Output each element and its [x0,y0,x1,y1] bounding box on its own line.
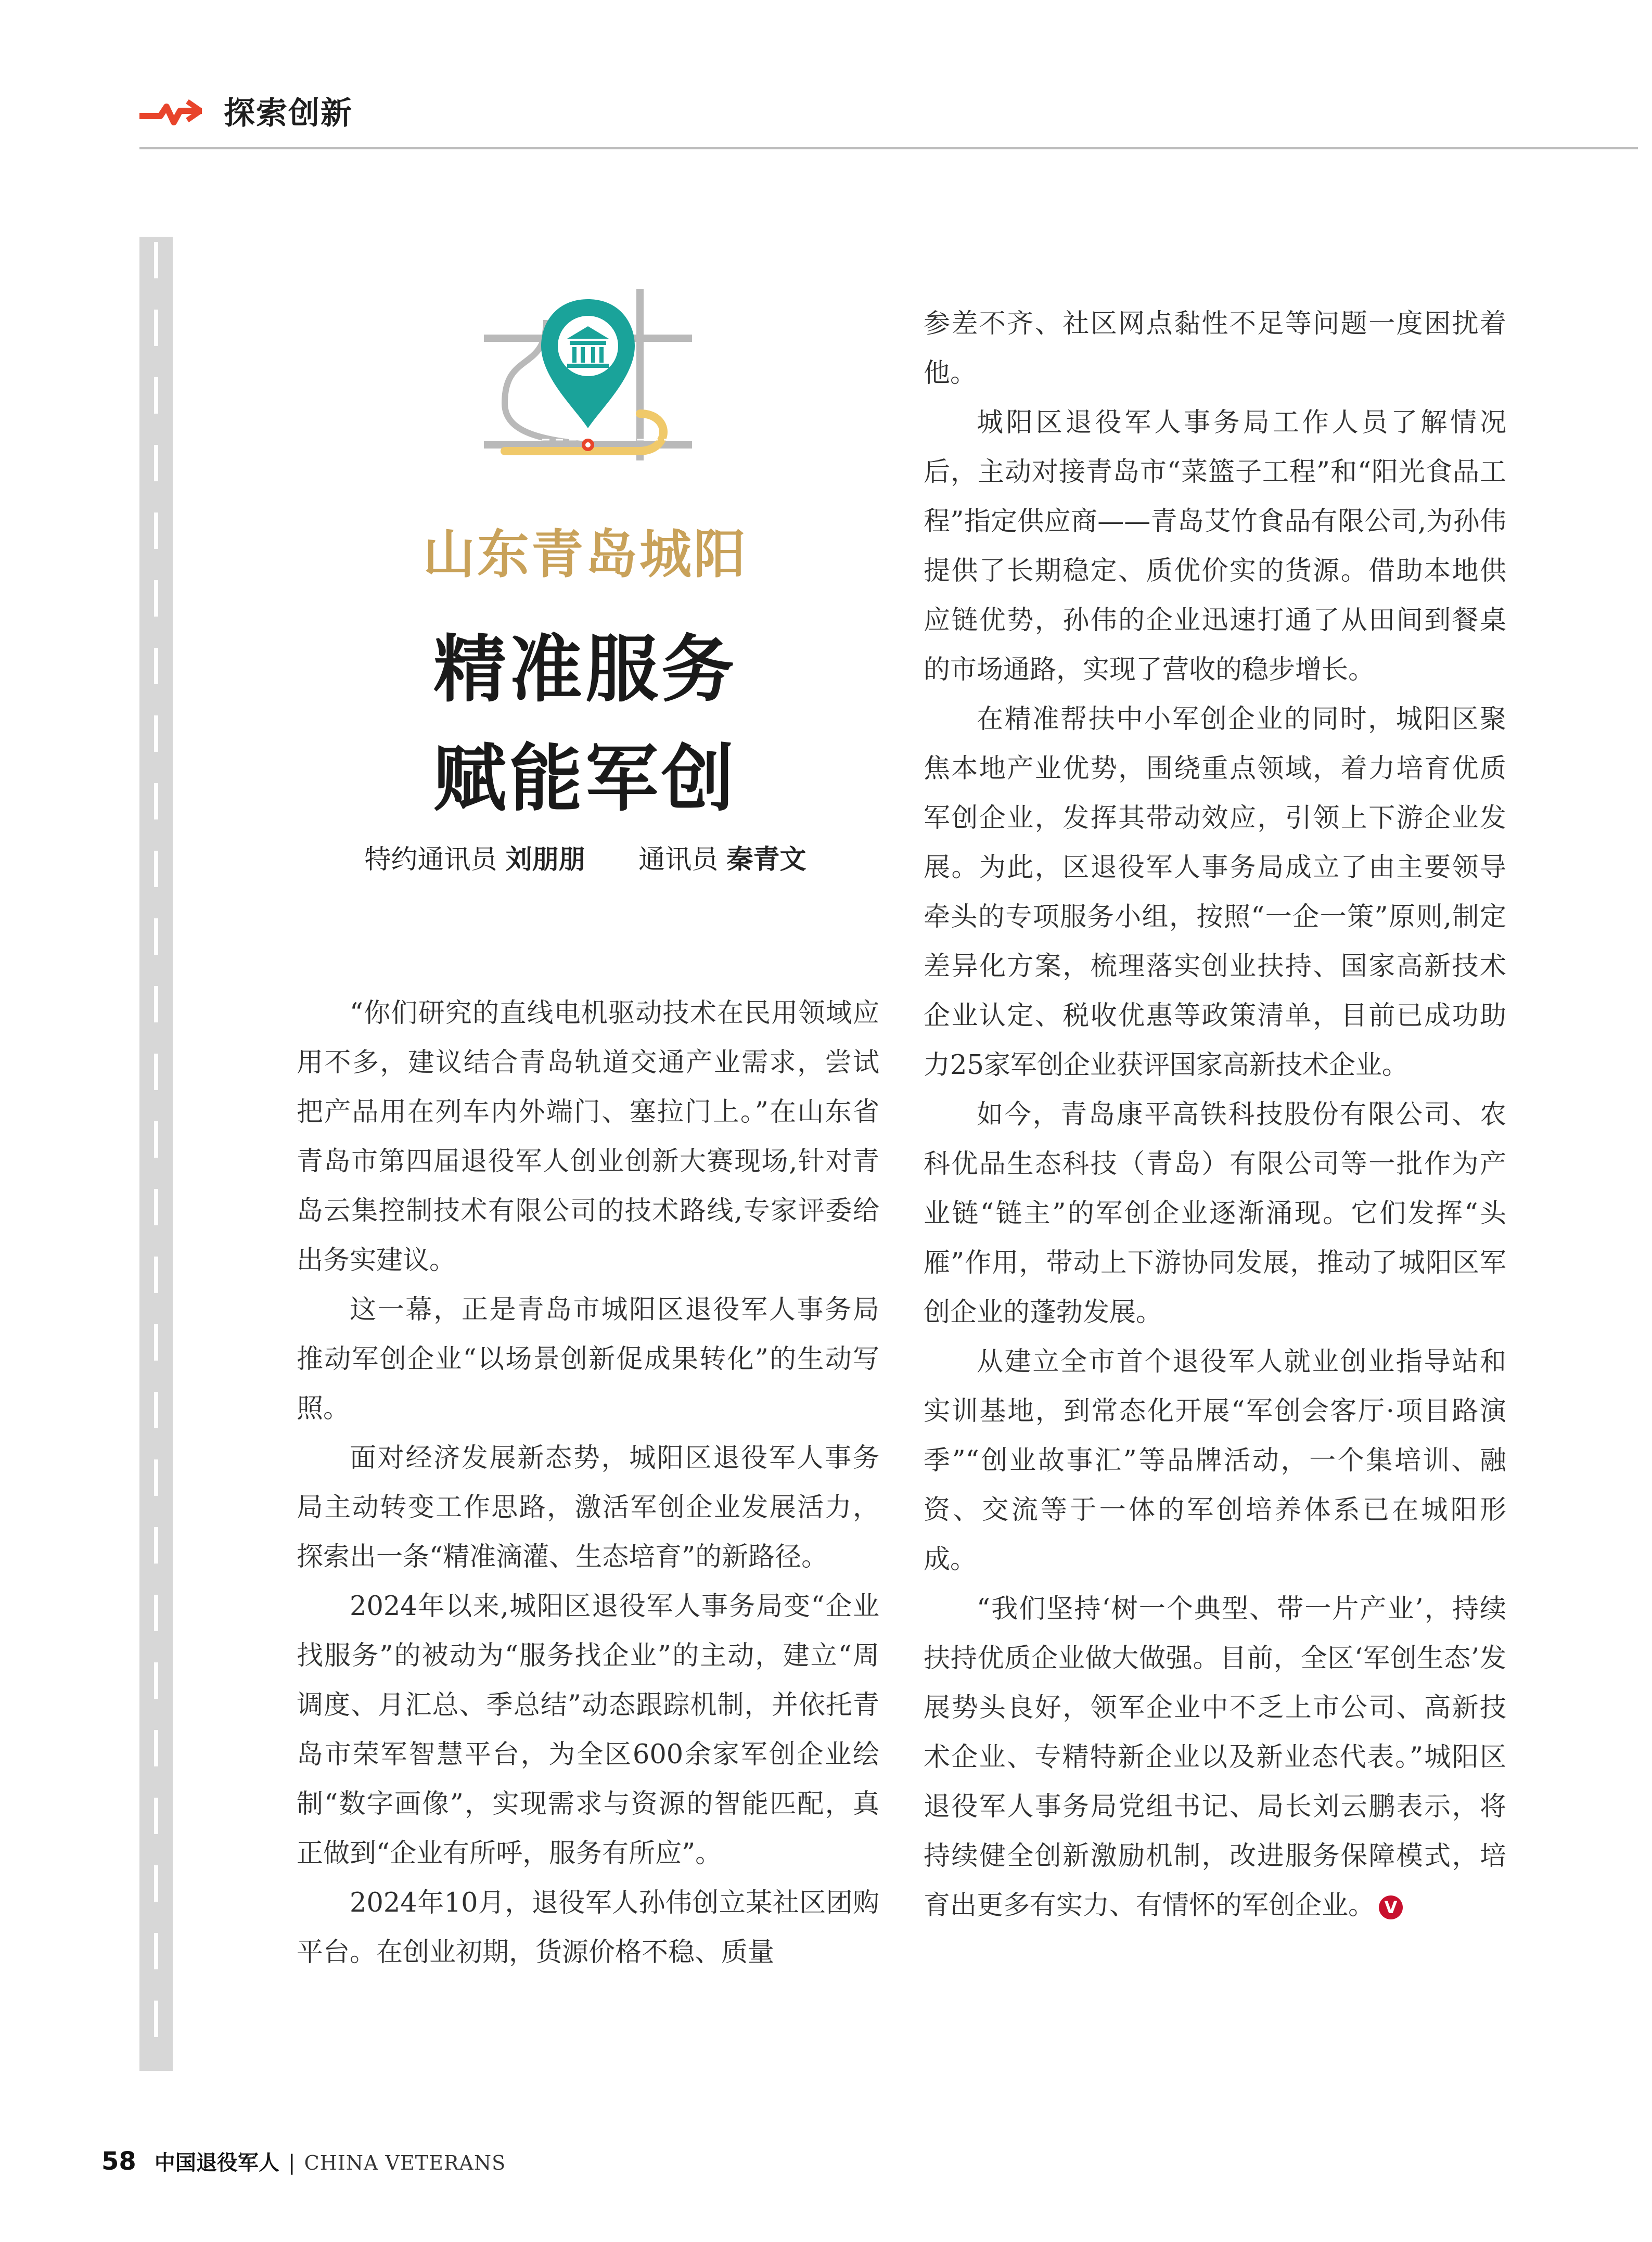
page-footer [101,2146,506,2176]
paragraph: 在精准帮扶中小军创企业的同时，城阳区聚焦本地产业优势，围绕重点领域，着力培育优质军创企业，发挥其带动效应，引领上下游企业发展。为此，区退役军人事务局成立了由主要领导牵头的专项服务小组，按照“一企一策”原则,制定差异化方案，梳理落实创业扶持、国家高新技术企业认定、税收优惠等政策清单，目前已成功助力25家军创企业获评国家高新技术企业。 [924,704,1506,1081]
paragraph: 如今，青岛康平高铁科技股份有限公司、农科优品生态科技（青岛）有限公司等一批作为产业链“链主”的军创企业逐渐涌现。它们发挥“头雁”作用，带动上下游协同发展，推动了城阳区军创企业的蓬勃发展。 [924,1099,1506,1328]
magazine-name: 中国退役军人 [154,2151,279,2175]
byline-name-1: 刘朋朋 [505,844,585,875]
decorative-road-bar [139,237,173,2071]
paragraph-continuation: 参差不齐、社区网点黏性不足等问题一度困扰着他。 [924,309,1506,389]
header-divider [139,147,1638,149]
paragraph-last-text: “我们坚持‘树一个典型、带一片产业’，持续扶持优质企业做大做强。目前，全区‘军创生态’发展势头良好，领军企业中不乏上市公司、高新技术企业、专精特新企业以及新业态代表。”城阳区退役军人事务局党组书记、局长刘云鹏表示，将持续健全创新激励机制，改进服务保障模式，培育出更多有实力、有情怀的军创企业。 [924,1594,1506,1921]
page-number: 58 [101,2147,136,2176]
paragraph: 这一幕，正是青岛市城阳区退役军人事务局推动军创企业“以场景创新促成果转化”的生动写照。 [297,1295,879,1424]
article-region: 山东青岛城阳 [423,524,748,585]
section-title: 探索创新 [224,95,353,132]
byline-role-2: 通讯员 [638,844,719,875]
veteran-arrow-logo-icon [139,96,202,133]
byline [291,838,879,876]
map-pin-building-icon [484,289,692,466]
paragraph-last [924,1584,1506,1930]
end-mark-icon: V [1379,1895,1403,1919]
article-title-line-1: 精准服务 [433,627,737,712]
article-column-right [924,299,1506,1930]
paragraph: 2024年以来,城阳区退役军人事务局变“企业找服务”的被动为“服务找企业”的主动，建立“周调度、月汇总、季总结”动态跟踪机制，并依托青岛市荣军智慧平台，为全区600余家军创企业绘制“数字画像”，实现需求与资源的智能匹配，真正做到“企业有所呼，服务有所应”。 [297,1591,879,1869]
paragraph: 城阳区退役军人事务局工作人员了解情况后，主动对接青岛市“菜篮子工程”和“阳光食品工程”指定供应商——青岛艾竹食品有限公司,为孙伟提供了长期稳定、质优价实的货源。借助本地供应链优势，孙伟的企业迅速打通了从田间到餐桌的市场通路，实现了营收的稳步增长。 [924,407,1506,685]
byline-role-1: 特约通讯员 [364,844,497,875]
article-title-line-2: 赋能军创 [433,737,737,822]
paragraph: 从建立全市首个退役军人就业创业指导站和实训基地，到常态化开展“军创会客厅·项目路演季”“创业故事汇”等品牌活动，一个集培训、融资、交流等于一体的军创培养体系已在城阳形成。 [924,1347,1506,1575]
paragraph: 2024年10月，退役军人孙伟创立某社区团购平台。在创业初期，货源价格不稳、质量 [297,1888,879,1968]
byline-name-2: 秦青文 [726,844,806,875]
article-column-left [297,989,879,1977]
page-header [0,0,1652,151]
paragraph: “你们研究的直线电机驱动技术在民用领域应用不多，建议结合青岛轨道交通产业需求，尝试把产品用在列车内外端门、塞拉门上。”在山东省青岛市第四届退役军人创业创新大赛现场,针对青岛云集控制技术有限公司的技术路线,专家评委给出务实建议。 [297,998,879,1276]
footer-separator: | [288,2151,296,2175]
magazine-name-en: CHINA VETERANS [304,2151,506,2174]
paragraph: 面对经济发展新态势，城阳区退役军人事务局主动转变工作思路，激活军创企业发展活力，探索出一条“精准滴灌、生态培育”的新路径。 [297,1443,879,1572]
